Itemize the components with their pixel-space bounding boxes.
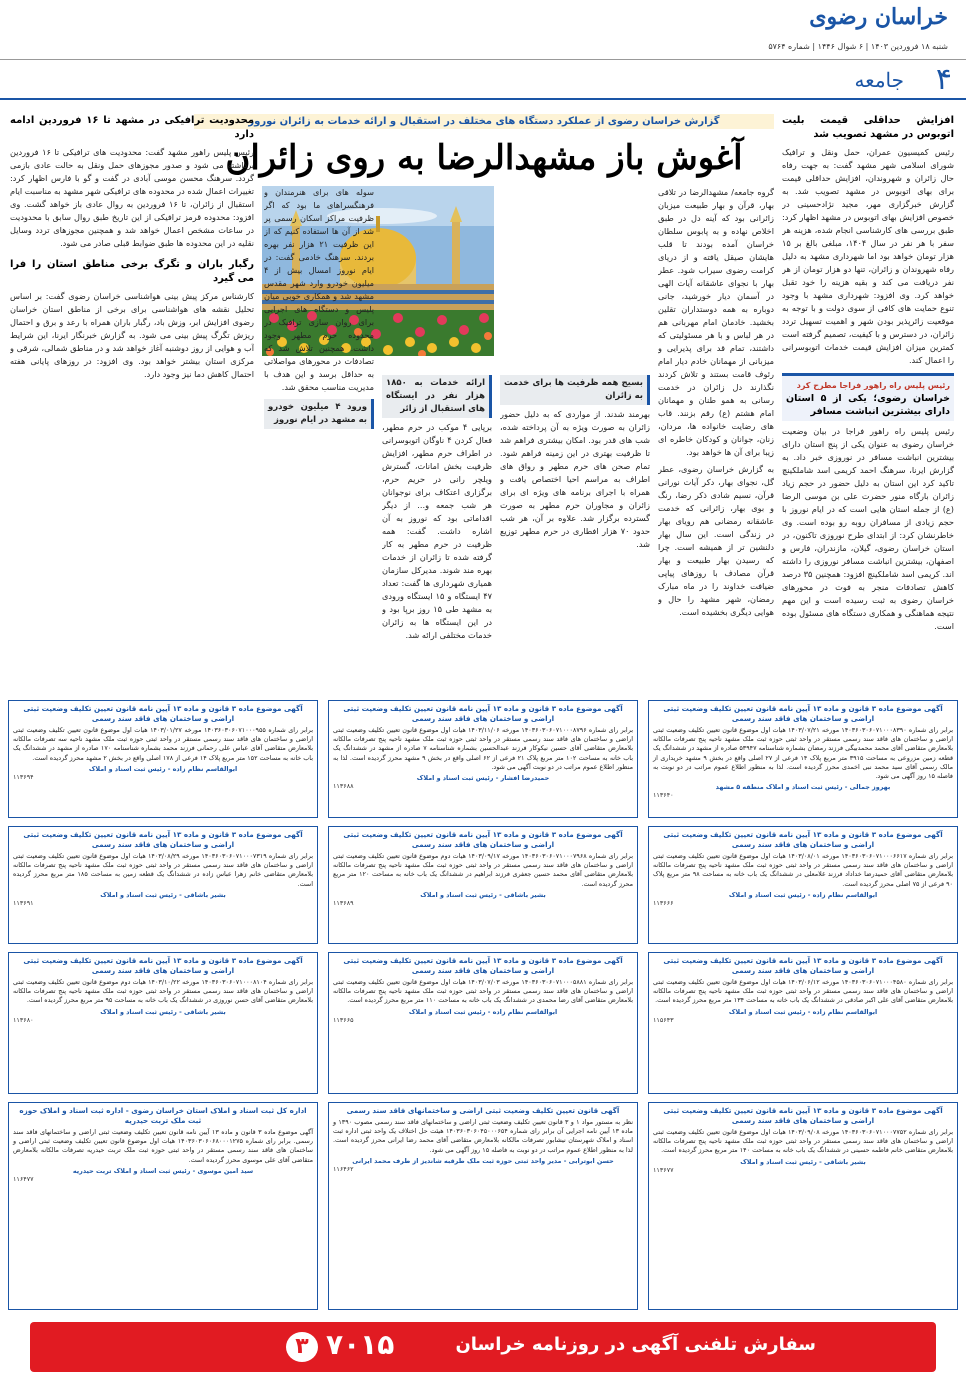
notice-code: ۱۱۳۶۸۹: [333, 898, 354, 907]
notice-title: آگهی موضوع ماده ۳ قانون و ماده ۱۳ آیین نامه قانون تعیین تکلیف وضعیت ثبتی اراضی و ساختمان های فاقد سند رسمی: [23, 956, 303, 975]
notice-title: آگهی موضوع ماده ۳ قانون و ماده ۱۳ آیین نامه قانون تعیین تکلیف وضعیت ثبتی اراضی و ساختمان های فاقد سند رسمی: [663, 830, 943, 849]
lead-column-5: [264, 186, 374, 696]
phone-ad-banner: [30, 1322, 936, 1372]
article-title: افزایش حداقلی قیمت بلیت اتوبوس در مشهد تصویب شد: [782, 115, 954, 140]
notice-signature: حمیدرضا افشار - رئیس ثبت اسناد و املاک: [416, 774, 550, 783]
lead-title: آغوش باز مشهدالرضا به روی زائران: [225, 138, 743, 178]
lead-column-2: [500, 186, 650, 358]
subheading: ورود ۴ میلیون خودرو به مشهد در ایام نوروز: [264, 399, 374, 429]
notice-code: ۱۱۶۴۶۲: [333, 1164, 354, 1173]
notice-code: ۱۱۳۶۸۰: [13, 1015, 34, 1024]
notice-signature: بشیر باشاقی - رئیس ثبت اسناد و املاک: [740, 1157, 866, 1166]
newspaper-logo: خراسان رضوی: [809, 4, 948, 30]
notice-code: ۱۱۳۶۶۵: [333, 1015, 354, 1024]
article-kicker-box: [782, 373, 954, 421]
notice-signature: ابوالقاسم نظام زاده - رئیس ثبت اسناد و املاک: [88, 764, 238, 773]
notice-title: آگهی موضوع ماده ۳ قانون و ماده ۱۳ آیین نامه قانون تعیین تکلیف وضعیت ثبتی اراضی و ساختمان های فاقد سند رسمی: [343, 830, 623, 849]
article-body: گروه جامعه/ مشهدالرضا در تلاقی بهار، قرآن و بهار طبیعت میزبان زائرانی بود که آینه دل در طبق اخلاص نهاده و به پابوس سلطان خراسان آمده بودند تا قلب هایشان صیقل یافته و از دریای کرامت رضوی سیراب شود. عطر بهار با نجوای عاشقانه آیات الهی در آسمان دیار خورشید، جانی دوباره به همه دوستداران تقلین بخشید. خادمان امام مهربانی هم در هر لباس و با هر مسئولیتی که داشتند، تمام قد برای پذیرایی و میزبانی از مهمانان خادم دیار امام رئوف قامت بستند و تلاش کردند نگذارند دل زائران در خدمت رسانی به همو طنان و مهمانان امام هشتم (ع) رقم بزنند. قاب های رضایت خانواده ها، مردان، زنان، جوانان و کودکان خاطره ای زیبا برای آن ها خواهد بود.: [658, 187, 774, 457]
lead-column-3: [500, 370, 650, 696]
article-title: محدودیت ترافیکی در مشهد تا ۱۶ فروردین ادامه دارد: [10, 115, 254, 140]
notice-signature: بشیر باشاقی - رئیس ثبت اسناد و املاک: [100, 890, 226, 899]
left-column: [10, 114, 254, 696]
notice-title: آگهی قانون تعیین تکلیف وضعیت ثبتی اراضی و ساختمانهای فاقد سند رسمی: [346, 1106, 620, 1115]
lead-kicker: گزارش خراسان رضوی از عملکرد دستگاه های مختلف در استقبال و ارائه خدمات به زائران نوروز: [194, 114, 774, 129]
notice-code: ۱۱۳۶۷۷: [653, 1165, 674, 1174]
notice-body: برابر رای شماره ۱۴۰۳۶۰۳۰۶۰۷۱۰۰۰۵۸۸۱ مورخه ۱۴۰۳/۰۷/۰۳ هیات اول موضوع قانون تعیین تکلیف وضعیت ثبتی اراضی و ساختمان های فاقد سند رسمی مستقر در واحد ثبتی حوزه ثبت ملک مشهد ناحیه پنج تصرفات مالکانه بلامعارض متقاضی آقای رضا محمدی در ششدانگ یک باب خانه به مساحت ۱۱۰ متر مربع محرز گردیده است.: [333, 978, 633, 1005]
legal-notice: [328, 952, 638, 1094]
lead-column-4: [382, 370, 492, 696]
legal-notice: [8, 826, 318, 944]
article-body: رئیس پلیس راهور مشهد گفت: محدودیت های ترافیکی تا ۱۶ فروردین برداشته می شود و صدور مجوزهای حمل ونقل به حالت عادی بازمی گردد. سرهنگ محسن موسی آبادی در گفت و گو با فارس اظهار کرد: تغییرات اعمال شده در محدوده های ترافیکی شهر مشهد به مناسبت ایام استقبال از زائران، تا ۱۶ فروردین به روال عادی باز خواهد گشت. وی افزود: محدوده قرمز ترافیکی از این تاریخ طبق روال سابق با محدودیت در ساعات مشخص اعمال خواهد شد و همچنین مجوزهای تردد وسایل نقلیه در این محدوده ها طبق ضوابط قبلی صادر می شود.: [10, 147, 254, 248]
notice-code: ۱۱۳۶۸۸: [333, 782, 354, 791]
article-title: خراسان رضوی؛ یکی از ۵ استان دارای بیشترین انباشت مسافر: [786, 393, 950, 417]
notice-body: برابر رای شماره ۱۴۰۳۶۰۳۰۶۰۷۱۰۰۰۸۳۹۰ مورخه ۱۴۰۳/۰۷/۲۱ هیات اول موضوع قانون تعیین تکلیف وضعیت ثبتی اراضی و ساختمان های فاقد سند رسمی مستقر در واحد ثبتی حوزه ثبت ملک مشهد ناحیه پنج تصرفات مالکانه بلامعارض متقاضی آقای محمد محمدبیگی فرزند رمضان بشماره شناسنامه ۵۳۹۴۷ صادره از مشهد در ششدانگ یک قطعه زمین مزروعی به مساحت ۳۹۱۵ متر مربع پلاک ۱۴ فرعی از ۲۷ اصلی واقع در بخش ۹ مشهد خریداری از مالک رسمی آقای سید محمد نبی اخمدی محرز گردیده است. لذا به منظور اطلاع عموم مراتب در دو نوبت به فاصله ۱۵ روز آگهی می شود.: [653, 726, 953, 781]
banner-phone-number: ۷۰۱۵: [326, 1328, 395, 1361]
notice-body: برابر رای شماره ۱۴۰۳۶۰۳۰۶۰۷۱۰۰۰۶۶۱۷ مورخه ۱۴۰۳/۰۸/۰۱ هیات اول موضوع قانون تعیین تکلیف وضعیت ثبتی اراضی و ساختمان های فاقد سند رسمی مستقر در واحد ثبتی حوزه ثبت ملک مشهد ناحیه پنج تصرفات مالکانه بلامعارض متقاضی آقای حمیدرضا خداداد فرزند غلامعلی در ششدانگ یک باب خانه به مساحت ۹۸ متر مربع پلاک ۹۰ فرعی از ۷۵ اصلی محرز گردیده است.: [653, 852, 953, 888]
dateline: شنبه ۱۸ فروردین ۱۴۰۳ | ۶ شوال ۱۴۴۶ | شماره ۵۷۶۴: [768, 42, 948, 51]
notice-body: برابر رای شماره ۱۴۰۳۶۰۳۰۶۰۷۱۰۰۰۷۹۶۸ مورخه ۱۴۰۳/۰۹/۱۷ هیات دوم موضوع قانون تعیین تکلیف وضعیت ثبتی اراضی و ساختمان های فاقد سند رسمی مستقر در واحد ثبتی حوزه ثبت ملک مشهد ناحیه پنج تصرفات مالکانه بلامعارض متقاضی آقای محمد حسین جعفری فرزند ابراهیم در ششدانگ یک باب خانه به مساحت ۱۲۰ متر مربع محرز گردیده است.: [333, 852, 633, 888]
legal-notice: [328, 700, 638, 818]
notice-title: آگهی موضوع ماده ۳ قانون و ماده ۱۳ آیین نامه قانون تعیین تکلیف وضعیت ثبتی اراضی و ساختمان های فاقد سند رسمی: [663, 956, 943, 975]
article-body: به گزارش خراسان رضوی، عطر گل، نجوای بهار، دکر آیات نورانی قرآن، نسیم شادی ذکر رضا، رنگ و بوی بهار، زائرانی که خدمت عاشقانه رمضانی هم رویای بهار در زندگی است. این سال بهار دلنشین تر از همیشه است. چرا که رسیدن بهار طبیعت و بهار قرآن مصادف با روزهای پیاپی ضیافت خداوند را در ماه مبارک رمضان، شهر مشهد را حال و هوایی دیگری بخشیده است.: [658, 464, 774, 617]
notice-code: ۱۱۳۶۹۱: [13, 898, 34, 907]
notice-body: برابر رای شماره ۱۴۰۳۶۰۳۰۶۰۷۱۰۰۰۸۷۹۶ مورخه ۱۴۰۳/۱۱/۰۶ هیات اول موضوع قانون تعیین تکلیف وضعیت ثبتی اراضی و ساختمان های فاقد سند رسمی مستقر در واحد ثبتی حوزه ثبت ملک مشهد ناحیه پنج تصرفات مالکانه بلامعارض متقاضی آقای حسین نیکوکار فرزند عبدالحسین بشماره شناسنامه ۷ صادره از مشهد در ششدانگ یک باب خانه به مساحت ۱۰۲ متر مربع پلاک ۲۱ فرعی از ۶۲ اصلی واقع در بخش ۹ مشهد محرز گردیده است. لذا به منظور اطلاع عموم مراتب در دو نوبت آگهی می شود.: [333, 726, 633, 771]
right-column: [782, 114, 954, 696]
legal-notices-area: [8, 700, 958, 1318]
article-body: بهرمند شدند. از مواردی که به دلیل حضور زائران به صورت ویژه به آن پرداخته شده، شب های قدر بود. امکان بیشتری فراهم شد تا ظرفیت بهتری در این زمینه فراهم شود. تمام صحن های حرم مطهر و رواق های اطراف به مراسم احیا اختصاص یافت و همراه با اجرای برنامه های ویژه ای برای زائران و مجاوران حرم مطهر به صورت گسترده برگزار شد. علاوه بر آن، هر شب حدود ۷۰ هزار افطاری در حرم مطهر توزیع شد.: [500, 409, 650, 549]
notice-title: آگهی موضوع ماده ۳ قانون و ماده ۱۳ آیین نامه قانون تعیین تکلیف وضعیت ثبتی اراضی و ساختمان های فاقد سند رسمی: [343, 956, 623, 975]
legal-notice: [8, 1102, 318, 1310]
notice-body: برابر رای شماره ۱۴۰۳۶۰۳۰۶۰۷۱۰۰۰۷۷۵۲ مورخه ۱۴۰۳/۰۹/۰۸ هیات اول موضوع قانون تعیین تکلیف وضعیت ثبتی اراضی و ساختمان های فاقد سند رسمی مستقر در واحد ثبتی حوزه ثبت ملک مشهد ناحیه پنج تصرفات مالکانه بلامعارض متقاضی خانم فاطمه حسینی در ششدانگ یک باب خانه به مساحت ۱۴۰ متر مربع محرز گردیده است.: [653, 1128, 953, 1155]
article-body: رئیس کمیسیون عمران، حمل ونقل و ترافیک شورای اسلامی شهر مشهد گفت: به جهت رفاه حال زائران و شهروندان، افزایش حداقلی قیمت برای بهای اتوبوس در مشهد تصویب شد. به گزارش خبرگزاری مهر، مجید نژادحسینی در خصوص افزایش بهای اتوبوس در مشهد اظهار کرد: طبق بررسی های کارشناسی انجام شده، هزینه هر سفر با هر نفر در سال ۱۴۰۴، مبلغی بالغ بر ۱۵ هزار تومان خواهد بود اما شهرداری مشهد به دلیل رفاه شهروندان و زائران، تنها دو هزار تومان از هر نفر دریافت می کند و بقیه هزینه را خود تقبل خواهد کرد. وی افزود: شهرداری مشهد با وجود تنوع حمایت های کافی از سوی دولت و با توجه به موقعیت زائرپذیر بودن شهر و اهمیت تسهیل تردد زائران، در دسترس و با کیفیت، تصمیم گرفته است کمترین میزان افزایش قیمت خدمات اتوبوسرانی را اعمال کند.: [782, 147, 954, 365]
notice-code: ۱۱۳۶۶۶: [653, 898, 674, 907]
notice-body: برابر رای شماره ۱۴۰۳۶۰۳۰۶۰۷۱۰۰۰۴۵۸۰ مورخه ۱۴۰۳/۰۶/۱۲ هیات اول موضوع قانون تعیین تکلیف وضعیت ثبتی اراضی و ساختمان های فاقد سند رسمی مستقر در واحد ثبتی حوزه ثبت ملک مشهد ناحیه پنج تصرفات مالکانه بلامعارض متقاضی آقای علی اکبر صادقی در ششدانگ یک باب خانه به مساحت ۱۳۴ متر مربع محرز گردیده است.: [653, 978, 953, 1005]
article-title: رگبار باران و تگرگ برخی مناطق استان را فرا می گیرد: [10, 259, 254, 284]
article-body: برپایی ۴ موکب در حرم مطهر، فعال کردن ۴ ناوگان اتوبوسرانی در اطراف حرم مطهر، افزایش ظرفیت بخش امانات، گسترش ویلچر رانی در حریم حرم، برگزاری اعتکاف برای نوجوانان هر شب جمعه و... از دیگر اقداماتی بود که نوروز به آن اشاره داشت. گفت: همه ظرفیت در حرم مطهر به کار گرفته شده تا زائران از خدمات بهره مند شوند. مدیرکل سازمان همیاری شهرداری ها گفت: تعداد ۴۷ ایستگاه و ۱۵ ایستگاه ورودی به مشهد طی ۱۵ روز برپا بود و در این ایستگاه ها به زائران خدمات مختلفی ارائه شد.: [382, 422, 492, 640]
section-bar: [0, 62, 966, 100]
legal-notice: [8, 952, 318, 1094]
masthead: [0, 0, 966, 60]
notice-title: آگهی موضوع ماده ۳ قانون و ماده ۱۳ آیین نامه قانون تعیین تکلیف وضعیت ثبتی اراضی و ساختمان های فاقد سند رسمی: [663, 1106, 943, 1125]
notice-signature: ابوالقاسم نظام زاده - رئیس ثبت اسناد و املاک: [408, 1007, 558, 1016]
notice-body: برابر رای شماره ۱۴۰۳۶۰۳۰۶۰۷۱۰۰۰۷۳۱۹ مورخه ۱۴۰۳/۰۸/۲۹ هیات اول موضوع قانون تعیین تکلیف وضعیت ثبتی اراضی و ساختمان های فاقد سند رسمی مستقر در واحد ثبتی حوزه ثبت ملک مشهد ناحیه پنج تصرفات مالکانه بلامعارض متقاضی خانم زهرا عباس زاده در ششدانگ یک قطعه زمین به مساحت ۱۸۵ متر مربع محرز گردیده است.: [13, 852, 313, 888]
lead-column-1: [658, 186, 774, 696]
notice-code: ۱۱۵۶۴۳: [653, 1015, 674, 1024]
notice-signature: بهروز جمالی - رئیس ثبت اسناد و املاک منطقه ۵ مشهد: [715, 783, 891, 792]
notice-code: ۱۱۳۶۹۴: [13, 772, 34, 781]
section-name: جامعه: [854, 68, 904, 92]
legal-notice: [8, 700, 318, 818]
article-body: سوله های برای هنرمندان و فرهنگسراهای ما بود که اگر ظرفیت مراکز اسکان رسمی پر شد از آن ها استفاده کنیم که از این ظرفیت ۲۱ هزار نفر بهره بردند. سرهنگ خادمی گفت: در ایام نوروز امسال بیش از ۴ میلیون خودرو وارد شهر مقدس مشهد شد و همکاری خوبی میان پلیس و دستگاه های اجرایی برای روان سازی ترافیک در محدوده حرم مطهر وجود داشت. همچنین تلاش شد که تصادفات در محورهای مواصلاتی به حداقل برسد و این هدف با مدیریت مناسب محقق شد.: [264, 187, 374, 392]
notice-signature: ابوالقاسم نظام زاده - رئیس ثبت اسناد و املاک: [728, 890, 878, 899]
notice-title: اداره کل ثبت اسناد و املاک استان خراسان رضوی - اداره ثبت اسناد و املاک حوزه ثبت ملک تربت حیدریه: [19, 1106, 307, 1125]
legal-notice: [648, 826, 958, 944]
legal-notice: [328, 1102, 638, 1310]
notice-title: آگهی موضوع ماده ۳ قانون و ماده ۱۳ آیین نامه قانون تعیین تکلیف وضعیت ثبتی اراضی و ساختمان های فاقد سند رسمی: [663, 704, 943, 723]
page-number: ۴: [935, 62, 952, 97]
article-body: کارشناس مرکز پیش بینی هواشناسی خراسان رضوی گفت: بر اساس تحلیل نقشه های هواشناسی برای برخی از مناطق استان خراسان رضوی افزایش ابر، وزش باد، رگبار باران همراه با رعد و برق و احتمال ریزش تگرگ پیش بینی می شود. به گزارش خبرنگار ایرنا، این شرایط آب و هوایی از روز دوشنبه آغاز خواهد شد و در مناطق شمالی، شرقی و مرکزی استان بیشتر خواهد بود. وی افزود: در روزهای پایانی هفته احتمال کاهش دما نیز وجود دارد.: [10, 291, 254, 379]
notice-title: آگهی موضوع ماده ۳ قانون و ماده ۱۳ آیین نامه قانون تعیین تکلیف وضعیت ثبتی اراضی و ساختمان های فاقد سند رسمی: [23, 704, 303, 723]
article-body: رئیس پلیس راه راهور فراجا در بیان وضعیت خراسان رضوی به عنوان یکی از پنج استان دارای بیشترین انباشت مسافر در نوروزی خبر داد. به گزارش ایرنا، سرهنگ احمد کریمی اسد شاملکینچ تاکید کرد این استان به دلیل حضور در حجم زیاد زائران بارگاه منور حضرت علی بن موسی الرضا (ع) از جمله استان هایی است که در ایام نوروز با حجم زیادی از مسافران روبه رو بوده است. وی خاطرنشان کرد: از ابتدای طرح نوروزی تاکنون، در استان خراسان رضوی، گیلان، مازندران، فارس و اصفهان، بیشترین انباشت مسافر نوروزی را داشته اند. کریمی اسد شاملکینچ افزود: همچنین ۳۵ درصد کاهش تصادفات منجر به فوت در محورهای خراسان رضوی به ثبت رسیده است و این مهم نتیجه هماهنگی و همکاری دستگاه های مسئول بوده است.: [782, 426, 954, 631]
notice-signature: حسن ابوترابی - مدیر واحد ثبتی حوزه ثبت ملک طرقبه شاندیز از طرف محمد ایرانی: [352, 1156, 614, 1165]
notice-signature: بشیر باشاقی - رئیس ثبت اسناد و املاک: [100, 1007, 226, 1016]
legal-notice: [648, 700, 958, 818]
notice-code: ۱۱۶۴۷۷: [13, 1174, 34, 1183]
notice-title: آگهی موضوع ماده ۳ قانون و ماده ۱۳ آیین نامه قانون تعیین تکلیف وضعیت ثبتی اراضی و ساختمان های فاقد سند رسمی: [343, 704, 623, 723]
notice-body: نظر به مستور مواد ۱ و ۳ قانون تعیین تکلیف وضعیت ثبتی اراضی و ساختمانهای فاقد سند رسمی مصوب ۱۳۹۰ و ماده ۱۳ آیین نامه اجرایی آن برابر رای شماره ۱۴۰۳۶۰۳۰۶۰۴۵۰۰۰۶۵۴ هیئت حل اختلاف یک واحد ثبتی اداره ثبت اسناد و املاک شهرستان نیشابور تصرفات مالکانه بلامعارض متقاضی آقای محمد رضا ایرانی محرز گردیده است. لذا به منظور اطلاع عموم مراتب در دو نوبت به فاصله ۱۵ روز آگهی می شود.: [333, 1118, 633, 1154]
subheading: ارائه خدمات به ۱۸۵۰ هزار نفر در ایستگاه های استقبال از زائر: [382, 375, 492, 418]
legal-notice: [648, 952, 958, 1094]
article-kicker: رئیس پلیس راه راهور فراجا مطرح کرد: [796, 381, 950, 390]
notice-signature: ابوالقاسم نظام زاده - رئیس ثبت اسناد و املاک: [728, 1007, 878, 1016]
banner-text: سفارش تلفنی آگهی در روزنامه خراسان: [455, 1334, 816, 1355]
notice-code: ۱۱۳۶۴۰: [653, 791, 674, 800]
legal-notice: [648, 1102, 958, 1310]
legal-notice: [328, 826, 638, 944]
banner-badge: ۳: [286, 1332, 318, 1362]
notice-signature: سید امین موسوی - رئیس ثبت اسناد و املاک تربت حیدریه: [72, 1166, 254, 1175]
notice-signature: بشیر باشاقی - رئیس ثبت اسناد و املاک: [420, 890, 546, 899]
notice-body: برابر رای شماره ۱۴۰۳۶۰۳۰۶۰۷۱۰۰۰۹۵۵ مورخه ۱۴۰۳/۰۱/۲۷ هیات اول موضوع قانون تعیین تکلیف وضعیت ثبتی اراضی و ساختمان های فاقد سند رسمی مستقر در واحد ثبتی حوزه ثبت ملک مشهد ناحیه سه تصرفات مالکانه بلامعارض متقاضی آقای عباس علی رحمانی فرزند محمد بشماره شناسنامه ۱۷۰ صادره از مشهد در ششدانگ یک باب خانه به مساحت ۱۵۲ متر مربع پلاک ۱۴ فرعی از ۱۷۸ اصلی واقع در بخش ۲ مشهد محرز گردیده است.: [13, 726, 313, 762]
notice-title: آگهی موضوع ماده ۳ قانون و ماده ۱۳ آیین نامه قانون تعیین تکلیف وضعیت ثبتی اراضی و ساختمان های فاقد سند رسمی: [23, 830, 303, 849]
notice-body: آگهی موضوع ماده ۳ قانون و ماده ۱۳ آیین نامه قانون تعیین تکلیف وضعیت ثبتی اراضی و ساختمانهای فاقد سند رسمی. برابر رای شماره ۱۴۰۳۶۰۳۰۶۰۶۸۰۰۰۱۲۷۵ هیات اول موضوع قانون تعیین تکلیف وضعیت ثبتی اراضی و ساختمان های فاقد سند رسمی مستقر در واحد ثبتی حوزه ثبت ملک تربت حیدریه تصرفات مالکانه بلامعارض متقاضی آقای علی موسوی محرز گردیده است.: [13, 1128, 313, 1164]
subheading: بسیج همه ظرفیت ها برای خدمت به زائران: [500, 375, 650, 405]
notice-body: برابر رای شماره ۱۴۰۳۶۰۳۰۶۰۷۱۰۰۰۸۱۰۴ مورخه ۱۴۰۳/۱۰/۲۲ هیات دوم موضوع قانون تعیین تکلیف وضعیت ثبتی اراضی و ساختمان های فاقد سند رسمی مستقر در واحد ثبتی حوزه ثبت ملک مشهد ناحیه پنج تصرفات مالکانه بلامعارض متقاضی آقای حسن نوروزی در ششدانگ یک باب خانه به مساحت ۹۵ متر مربع محرز گردیده است.: [13, 978, 313, 1005]
